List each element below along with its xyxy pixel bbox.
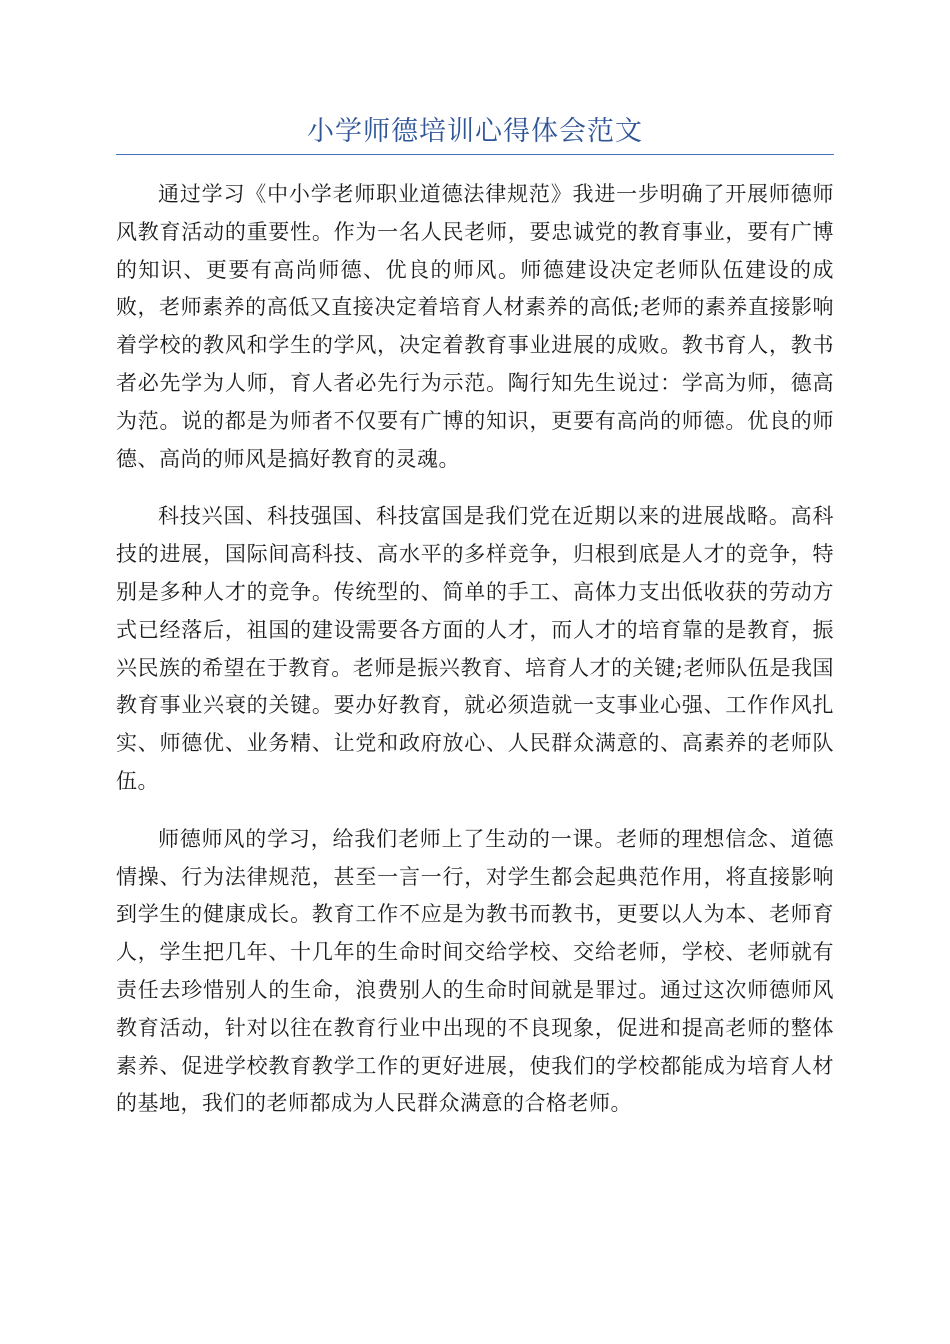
- paragraph: 师德师风的学习，给我们老师上了生动的一课。老师的理想信念、道德情操、行为法律规范，甚至一言一行，对学生都会起典范作用，将直接影响到学生的健康成长。教育工作不应是为教书而教书，更要以人为本、老师育人，学生把几年、十几年的生命时间交给学校、交给老师，学校、老师就有责任去珍惜别人的生命，浪费别人的生命时间就是罪过。通过这次师德师风教育活动，针对以往在教育行业中出现的不良现象，促进和提高老师的整体素养、促进学校教育教学工作的更好进展，使我们的学校都能成为培育人材的基地，我们的老师都成为人民群众满意的合格老师。: [116, 826, 834, 1116]
- title-underline: [116, 154, 834, 155]
- document-body: [116, 176, 834, 1143]
- document-title: 小学师德培训心得体会范文: [307, 116, 643, 147]
- paragraph: 科技兴国、科技强国、科技富国是我们党在近期以来的进展战略。高科技的进展，国际间高科技、高水平的多样竞争，归根到底是人才的竞争，特别是多种人才的竞争。传统型的、简单的手工、高体力支出低收获的劳动方式已经落后，祖国的建设需要各方面的人才，而人才的培育靠的是教育，振兴民族的希望在于教育。老师是振兴教育、培育人才的关键;老师队伍是我国教育事业兴衰的关键。要办好教育，就必须造就一支事业心强、工作作风扎实、师德优、业务精、让党和政府放心、人民群众满意的、高素养的老师队伍。: [116, 504, 834, 793]
- paragraph: 通过学习《中小学老师职业道德法律规范》我进一步明确了开展师德师风教育活动的重要性。作为一名人民老师，要忠诚党的教育事业，要有广博的知识、更要有高尚师德、优良的师风。师德建设决定老师队伍建设的成败，老师素养的高低又直接决定着培育人材素养的高低;老师的素养直接影响着学校的教风和学生的学风，决定着教育事业进展的成败。教书育人，教书者必先学为人师，育人者必先行为示范。陶行知先生说过：学高为师，德高为范。说的都是为师者不仅要有广博的知识，更要有高尚的师德。优良的师德、高尚的师风是搞好教育的灵魂。: [116, 182, 834, 471]
